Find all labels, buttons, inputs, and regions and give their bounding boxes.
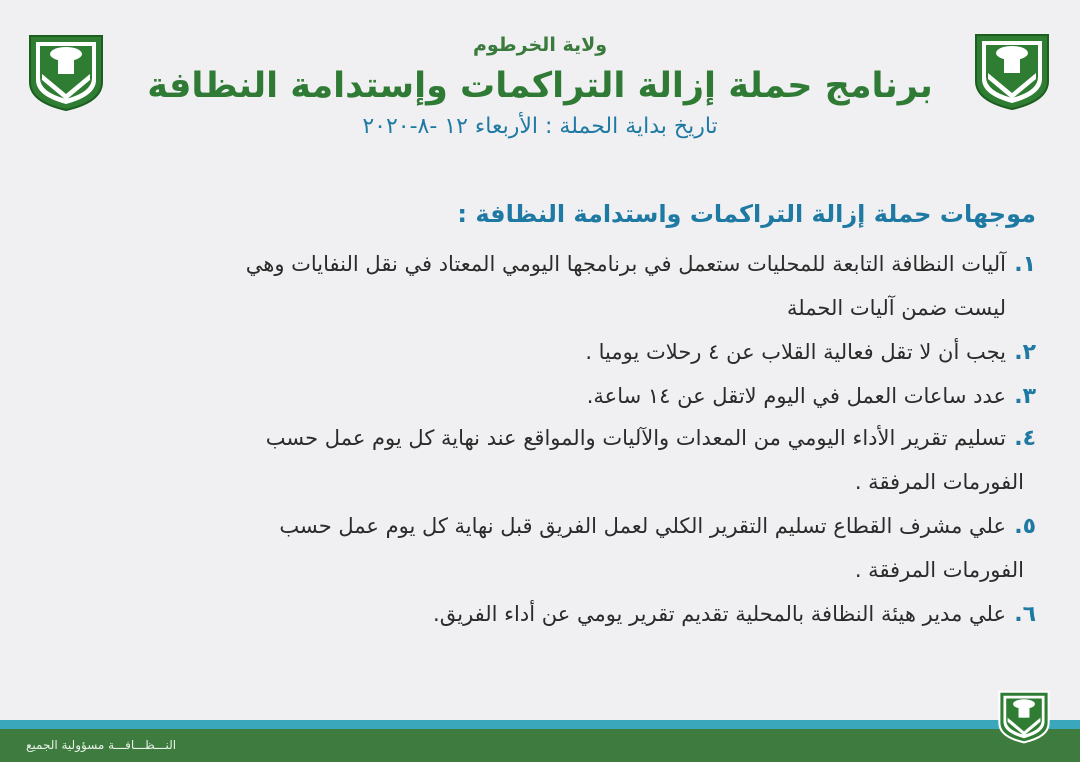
- item-text: ليست ضمن آليات الحملة: [787, 296, 1006, 320]
- item-text: آليات النظافة التابعة للمحليات ستعمل في برنامجها اليومي المعتاد في نقل النفايات وهي: [245, 252, 1006, 276]
- campaign-start-date: تاريخ بداية الحملة : الأربعاء ١٢ -٨-٢٠٢٠: [362, 114, 718, 139]
- item-number: ٢.: [1014, 340, 1036, 365]
- item-text: يجب أن لا تقل فعالية القلاب عن ٤ رحلات يوميا .: [585, 340, 1006, 364]
- item-number: ٣.: [1014, 384, 1036, 409]
- khartoum-emblem-icon: [974, 33, 1050, 111]
- khartoum-emblem-icon: [998, 688, 1050, 746]
- footer-slogan: النـــظـــافـــة مسؤولية الجميع: [26, 738, 177, 752]
- section-heading: موجهات حملة إزالة التراكمات واستدامة النظافة :: [457, 200, 1036, 228]
- khartoum-emblem-icon: [28, 34, 104, 112]
- state-name: ولاية الخرطوم: [472, 34, 608, 56]
- item-text: تسليم تقرير الأداء اليومي من المعدات والآليات والمواقع عند نهاية كل يوم عمل حسب: [265, 426, 1006, 450]
- item-text: علي مدير هيئة النظافة بالمحلية تقديم تقرير يومي عن أداء الفريق.: [433, 602, 1006, 626]
- program-title: برنامج حملة إزالة التراكمات وإستدامة النظافة: [147, 66, 933, 106]
- item-number: ٥.: [1014, 514, 1036, 539]
- item-text: الفورمات المرفقة .: [854, 558, 1024, 582]
- item-text: عدد ساعات العمل في اليوم لاتقل عن ١٤ ساعة.: [586, 384, 1006, 408]
- item-text: علي مشرف القطاع تسليم التقرير الكلي لعمل الفريق قبل نهاية كل يوم عمل حسب: [279, 514, 1006, 538]
- item-number: ٦.: [1014, 602, 1036, 627]
- footer-stripe: [0, 720, 1080, 729]
- item-number: ٤.: [1014, 426, 1036, 451]
- item-text: الفورمات المرفقة .: [854, 470, 1024, 494]
- item-number: ١.: [1014, 252, 1036, 277]
